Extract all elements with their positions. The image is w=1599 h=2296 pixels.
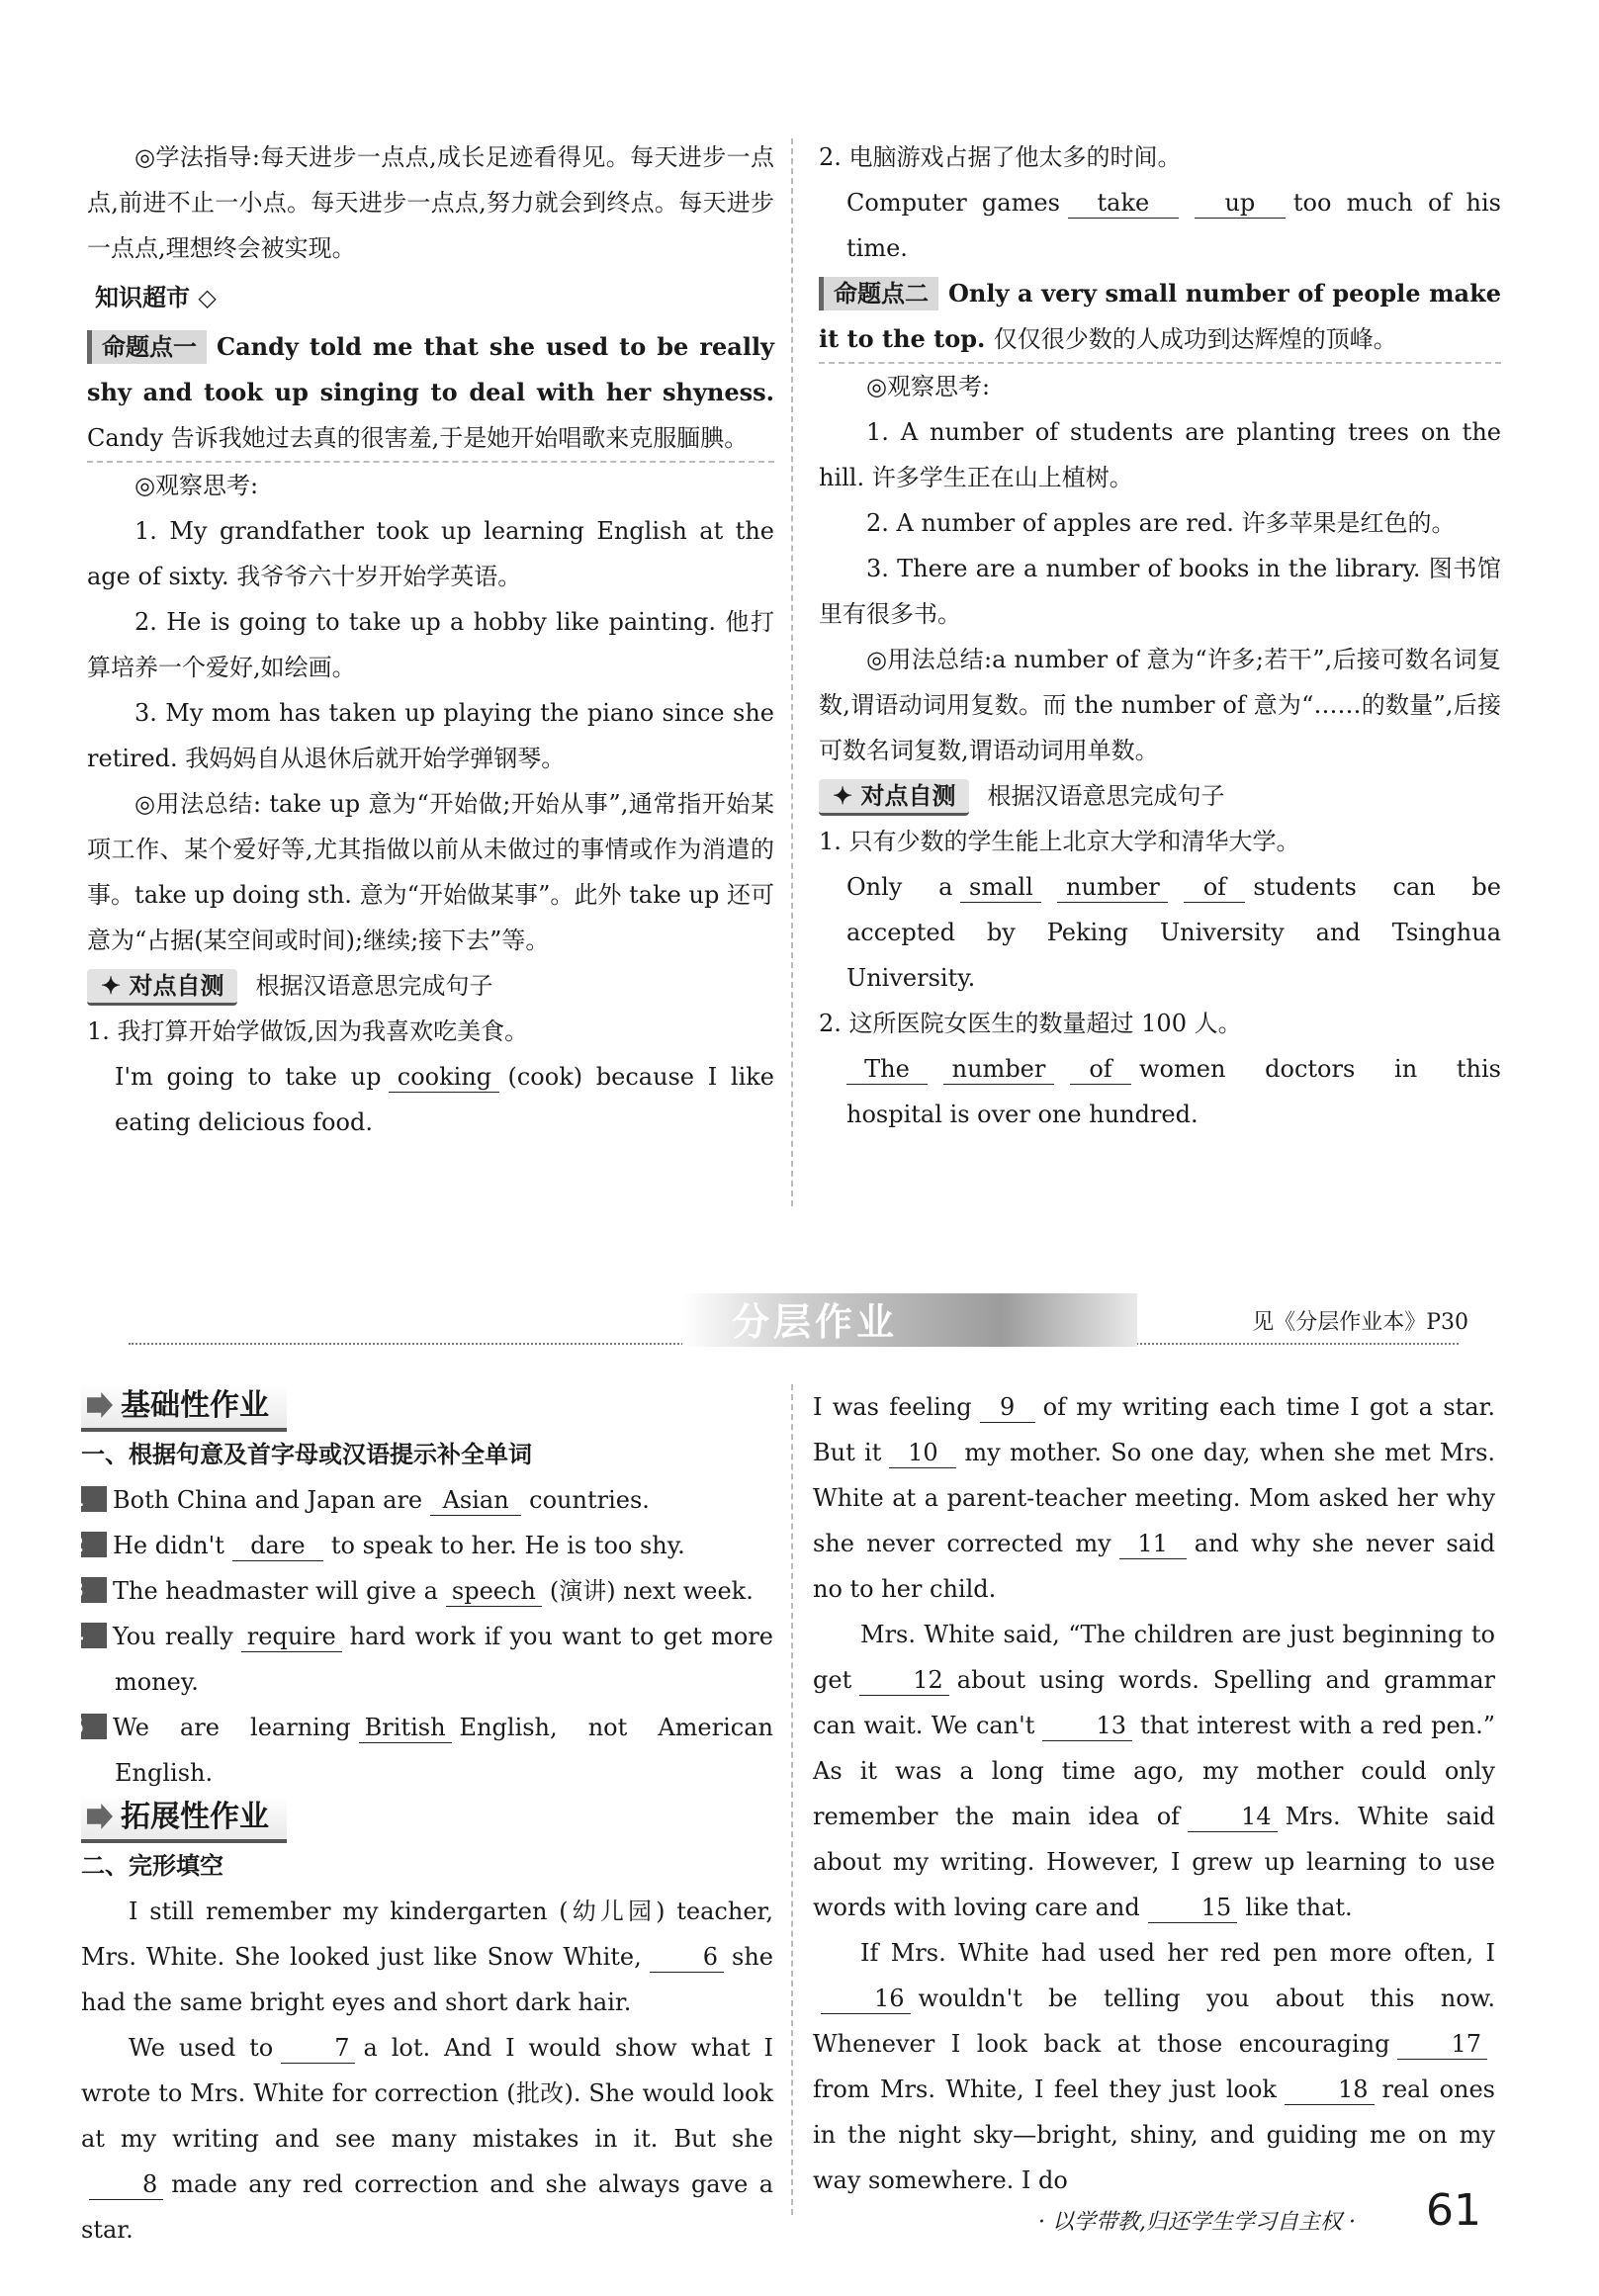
bottom-left-column <box>70 1384 774 2252</box>
bottom-right-column <box>813 1384 1495 2203</box>
task-1-title: 一、根据句意及首字母或汉语提示补全单词 <box>81 1440 532 1468</box>
arrow-icon <box>87 1392 113 1418</box>
cloze-blank[interactable]: 14 <box>1188 1802 1278 1832</box>
usage-summary: ◎用法总结:a number of 意为“许多;若干”,后接可数名词复数,谓语动词用复数。而 the number of 意为“……的数量”,后接可数名词复数,谓语动词用单数。 <box>819 646 1501 764</box>
cloze-blank[interactable]: 7 <box>281 2033 355 2064</box>
study-tip: ◎学法指导:每天进步一点点,成长足迹看得见。每天进步一点点,前进不止一小点。每天进步一点点,努力就会到终点。每天进步一点点,理想终会被实现。 <box>87 143 774 262</box>
banner-title: 分层作业 <box>732 1300 899 1344</box>
question-2-en: Computer games take up too much of his time. <box>846 189 1501 262</box>
answer-blank[interactable]: number <box>943 1054 1054 1085</box>
arrow-icon <box>87 1804 113 1829</box>
word-blank[interactable]: speech <box>446 1576 542 1607</box>
answer-blank[interactable]: of <box>1070 1054 1131 1085</box>
example-2: 2. He is going to take up a hobby like painting. 他打算培养一个爱好,如绘画。 <box>87 608 774 681</box>
cloze-paragraph-1: I still remember my kindergarten (幼儿园) teacher, Mrs. White. She looked just like Snow White, 6 she had the same bright eyes and short dark hair. <box>81 1898 773 2016</box>
answer-blank[interactable]: small <box>960 872 1041 903</box>
cloze-blank[interactable]: 12 <box>859 1665 949 1696</box>
item-number-badge: 1 <box>81 1486 107 1512</box>
item-number-badge: 5 <box>81 1714 107 1739</box>
left-top-column <box>87 134 774 1145</box>
question-1-cn: 1. 我打算开始学做饭,因为我喜欢吃美食。 <box>87 1017 529 1045</box>
self-check-header: ✦ 对点自测 根据汉语意思完成句子 <box>819 773 1501 819</box>
cloze-paragraph-5: If Mrs. White had used her red pen more often, I16 wouldn't be telling you about this now. Whenever I look back at those encouraging 17from Mrs. White, I feel they just look 18 real ones in the night sky—bright, shiny, and guiding me on my way somewhere. I do <box>813 1939 1495 2194</box>
item-number-badge: 4 <box>81 1623 107 1648</box>
example-3: 3. My mom has taken up playing the piano since she retired. 我妈妈自从退休后就开始学弹钢琴。 <box>87 699 774 772</box>
word-blank[interactable]: British <box>359 1713 452 1743</box>
answer-blank[interactable]: take <box>1068 188 1179 219</box>
cloze-blank[interactable]: 10 <box>889 1438 956 1468</box>
item-text-after: countries. <box>529 1486 650 1514</box>
question-1-en: Only a small number of students can be accepted by Peking University and Tsinghua University. <box>846 873 1501 992</box>
fill-word-item <box>70 1705 773 1796</box>
item-text-before: We are learning <box>113 1714 351 1741</box>
answer-blank[interactable]: number <box>1057 872 1168 903</box>
column-divider <box>791 138 793 1206</box>
column-divider <box>791 1384 793 2215</box>
question-1-en: I'm going to take up cooking (cook) because I like eating delicious food. <box>115 1063 774 1136</box>
task-2-title: 二、完形填空 <box>81 1851 223 1880</box>
observe-label: ◎观察思考: <box>866 373 991 400</box>
point-one-tag: 命题点一 <box>87 330 207 364</box>
fill-word-item <box>70 1568 773 1614</box>
cloze-paragraph-3: I was feeling 9 of my writing each time I got a star. But it 10 my mother. So one day, when she met Mrs. White at a parent-teacher meeting. Mom asked her why she never corrected my 11 and why she never said no to her child. <box>813 1393 1496 1603</box>
answer-blank[interactable]: cooking <box>389 1062 499 1093</box>
item-text-after: (演讲) next week. <box>549 1577 754 1605</box>
example-3: 3. There are a number of books in the library. 图书馆里有很多书。 <box>819 555 1501 628</box>
self-check-tag: ✦ 对点自测 <box>819 779 969 816</box>
cloze-blank[interactable]: 9 <box>980 1392 1035 1423</box>
word-blank[interactable]: dare <box>232 1531 323 1561</box>
cloze-blank[interactable]: 18 <box>1285 2075 1375 2105</box>
point-two-tag: 命题点二 <box>819 277 938 310</box>
diamond-icon: ◇ <box>198 283 217 311</box>
cloze-paragraph-2: We used to 7 a lot. And I would show what I wrote to Mrs. White for correction (批改). She would look at my writing and see many mistakes in it. But she8 made any red correction and she always gave a star. <box>81 2034 773 2244</box>
workbook-reference: 见《分层作业本》P30 <box>1252 1310 1468 1335</box>
point-one: 命题点一 Candy told me that she used to be really shy and took up singing to deal with her shyness. Candy 告诉我她过去真的很害羞,于是她开始唱歌来克服腼腆。 <box>87 324 774 463</box>
cloze-blank[interactable]: 16 <box>821 1984 911 2014</box>
question-2-cn: 2. 这所医院女医生的数量超过 100 人。 <box>819 1010 1242 1037</box>
section-title: 知识超市 ◇ <box>95 283 217 311</box>
word-blank[interactable]: require <box>241 1622 342 1652</box>
item-text-before: The headmaster will give a <box>113 1577 438 1605</box>
right-top-column <box>819 134 1501 1137</box>
item-text-before: You really <box>113 1623 233 1650</box>
cloze-blank[interactable]: 15 <box>1148 1893 1238 1923</box>
observe-label: ◎观察思考: <box>134 472 259 499</box>
item-number-badge: 3 <box>81 1577 107 1603</box>
answer-blank[interactable]: of <box>1184 872 1245 903</box>
question-1-cn: 1. 只有少数的学生能上北京大学和清华大学。 <box>819 828 1300 855</box>
self-check-tag: ✦ 对点自测 <box>87 969 237 1006</box>
point-two: 命题点二 Only a very small number of people make it to the top. 仅仅很少数的人成功到达辉煌的顶峰。 <box>819 271 1501 364</box>
example-2: 2. A number of apples are red. 许多苹果是红色的。 <box>866 509 1456 537</box>
footer-motto: · 以学带教,归还学生学习自主权 · <box>1038 2210 1356 2235</box>
cloze-paragraph-4: Mrs. White said, “The children are just beginning to get 12 about using words. Spelling and grammar can wait. We can't 13 that interest with a red pen.” As it was a long time ago, my mother could only remember the main idea of 14 Mrs. White said about my writing. However, I grew up learning to use words with loving care and 15 like that. <box>813 1621 1496 1921</box>
cloze-blank[interactable]: 6 <box>650 1942 724 1973</box>
item-text-before: Both China and Japan are <box>113 1486 423 1514</box>
example-1: 1. A number of students are planting trees on the hill. 许多学生正在山上植树。 <box>819 418 1501 491</box>
fill-word-item <box>70 1523 773 1568</box>
item-text-after: hard work if you want to get more money. <box>115 1623 774 1696</box>
cloze-blank[interactable]: 11 <box>1119 1529 1187 1559</box>
example-1: 1. My grandfather took up learning English at the age of sixty. 我爷爷六十岁开始学英语。 <box>87 517 774 590</box>
usage-summary: ◎用法总结: take up 意为“开始做;开始从事”,通常指开始某项工作、某个爱好等,尤其指做以前从未做过的事情或作为消遣的事。take up doing sth. 意为“开始做某事”。此外 take up 还可意为“占据(某空间或时间);继续;接下去”等。 <box>87 790 774 954</box>
fill-word-item <box>70 1614 774 1705</box>
word-blank[interactable]: Asian <box>430 1485 521 1516</box>
cloze-blank[interactable]: 8 <box>89 2169 163 2200</box>
question-2-cn: 2. 电脑游戏占据了他太多的时间。 <box>819 143 1182 171</box>
question-2-en: The number of women doctors in this hospital is over one hundred. <box>846 1055 1501 1128</box>
item-number-badge: 2 <box>81 1532 107 1557</box>
fill-word-list <box>70 1477 774 1796</box>
cloze-blank[interactable]: 17 <box>1397 2029 1487 2060</box>
homework-banner <box>129 1285 1468 1345</box>
fill-word-item <box>70 1477 773 1523</box>
item-text-before: He didn't <box>113 1532 224 1559</box>
cloze-blank[interactable]: 13 <box>1042 1711 1132 1741</box>
page-number: 61 <box>1426 2185 1481 2236</box>
item-text-after: to speak to her. He is too shy. <box>330 1532 685 1559</box>
item-text-after: English, not American English. <box>115 1714 773 1787</box>
self-check-header: ✦ 对点自测 根据汉语意思完成句子 <box>87 963 774 1009</box>
answer-blank[interactable]: The <box>846 1054 928 1085</box>
answer-blank[interactable]: up <box>1195 188 1286 219</box>
basic-homework-heading: 基础性作业 <box>81 1384 287 1432</box>
extended-homework-heading: 拓展性作业 <box>81 1796 287 1843</box>
